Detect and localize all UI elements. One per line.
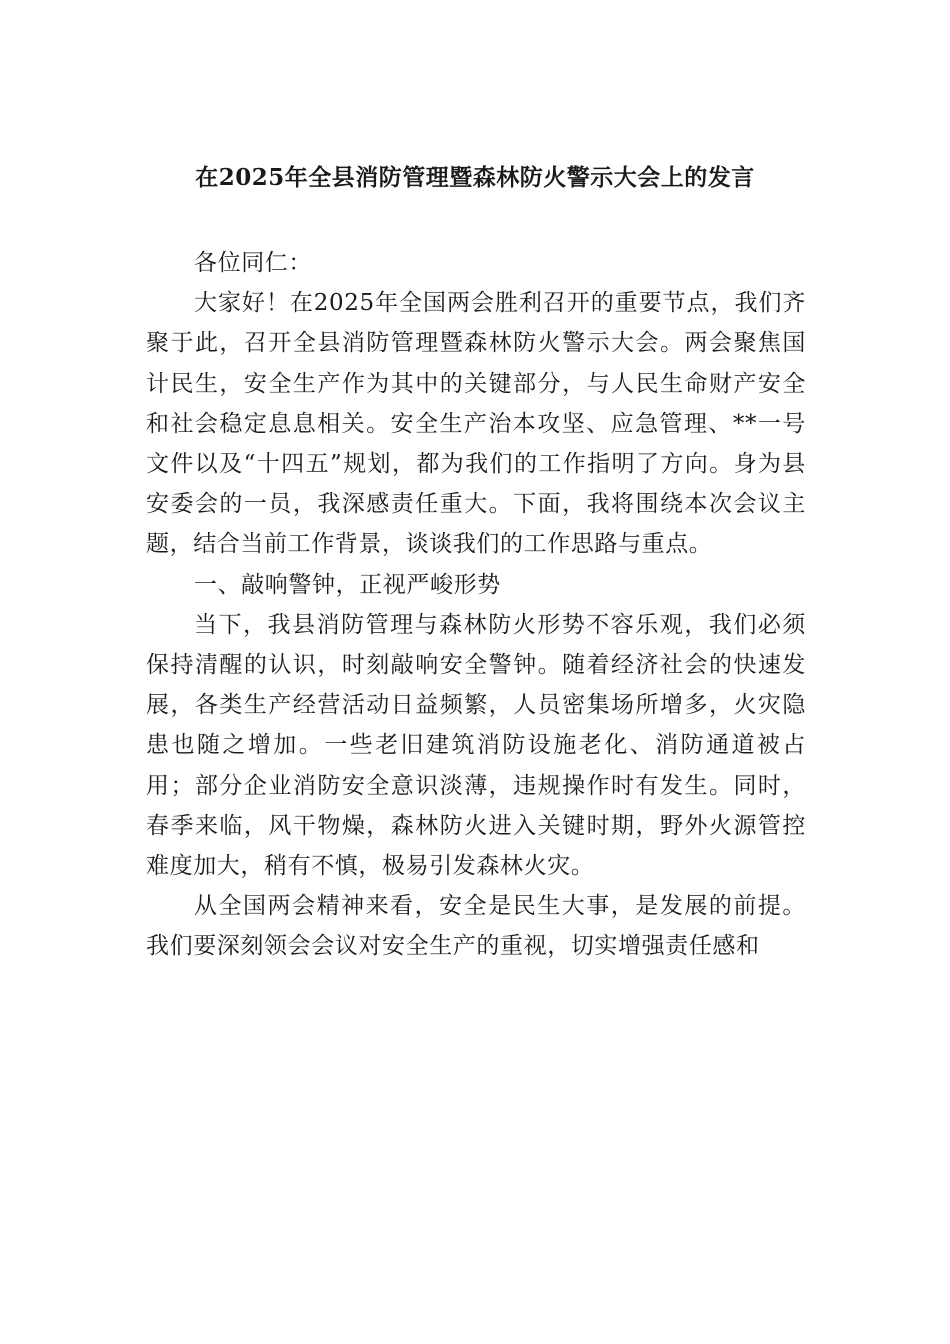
section-heading-1: 一、敲响警钟，正视严峻形势 [194, 571, 501, 598]
paragraph-two-sessions: 从全国两会精神来看，安全是民生大事，是发展的前提。我们要深刻领会会议对安全生产的重视，切实增强责任感和 [146, 893, 806, 960]
document-body [146, 243, 806, 967]
paragraph-intro: 大家好！在2025年全国两会胜利召开的重要节点，我们齐聚于此，召开全县消防管理暨森林防火警示大会。两会聚焦国计民生，安全生产作为其中的关键部分，与人民生命财产安全和社会稳定息息相关。安全生产治本攻坚、应急管理、**一号文件以及“十四五”规划，都为我们的工作指明了方向。身为县安委会的一员，我深感责任重大。下面，我将围绕本次会议主题，结合当前工作背景，谈谈我们的工作思路与重点。 [146, 290, 806, 558]
page-title: 在2025年全县消防管理暨森林防火警示大会上的发言 [195, 164, 755, 191]
paragraph-situation: 当下，我县消防管理与森林防火形势不容乐观，我们必须保持清醒的认识，时刻敲响安全警钟。随着经济社会的快速发展，各类生产经营活动日益频繁，人员密集场所增多，火灾隐患也随之增加。一些老旧建筑消防设施老化、消防通道被占用；部分企业消防安全意识淡薄，违规操作时有发生。同时，春季来临，风干物燥，森林防火进入关键时期，野外火源管控难度加大，稍有不慎，极易引发森林火灾。 [146, 611, 806, 880]
salutation: 各位同仁： [194, 250, 312, 276]
